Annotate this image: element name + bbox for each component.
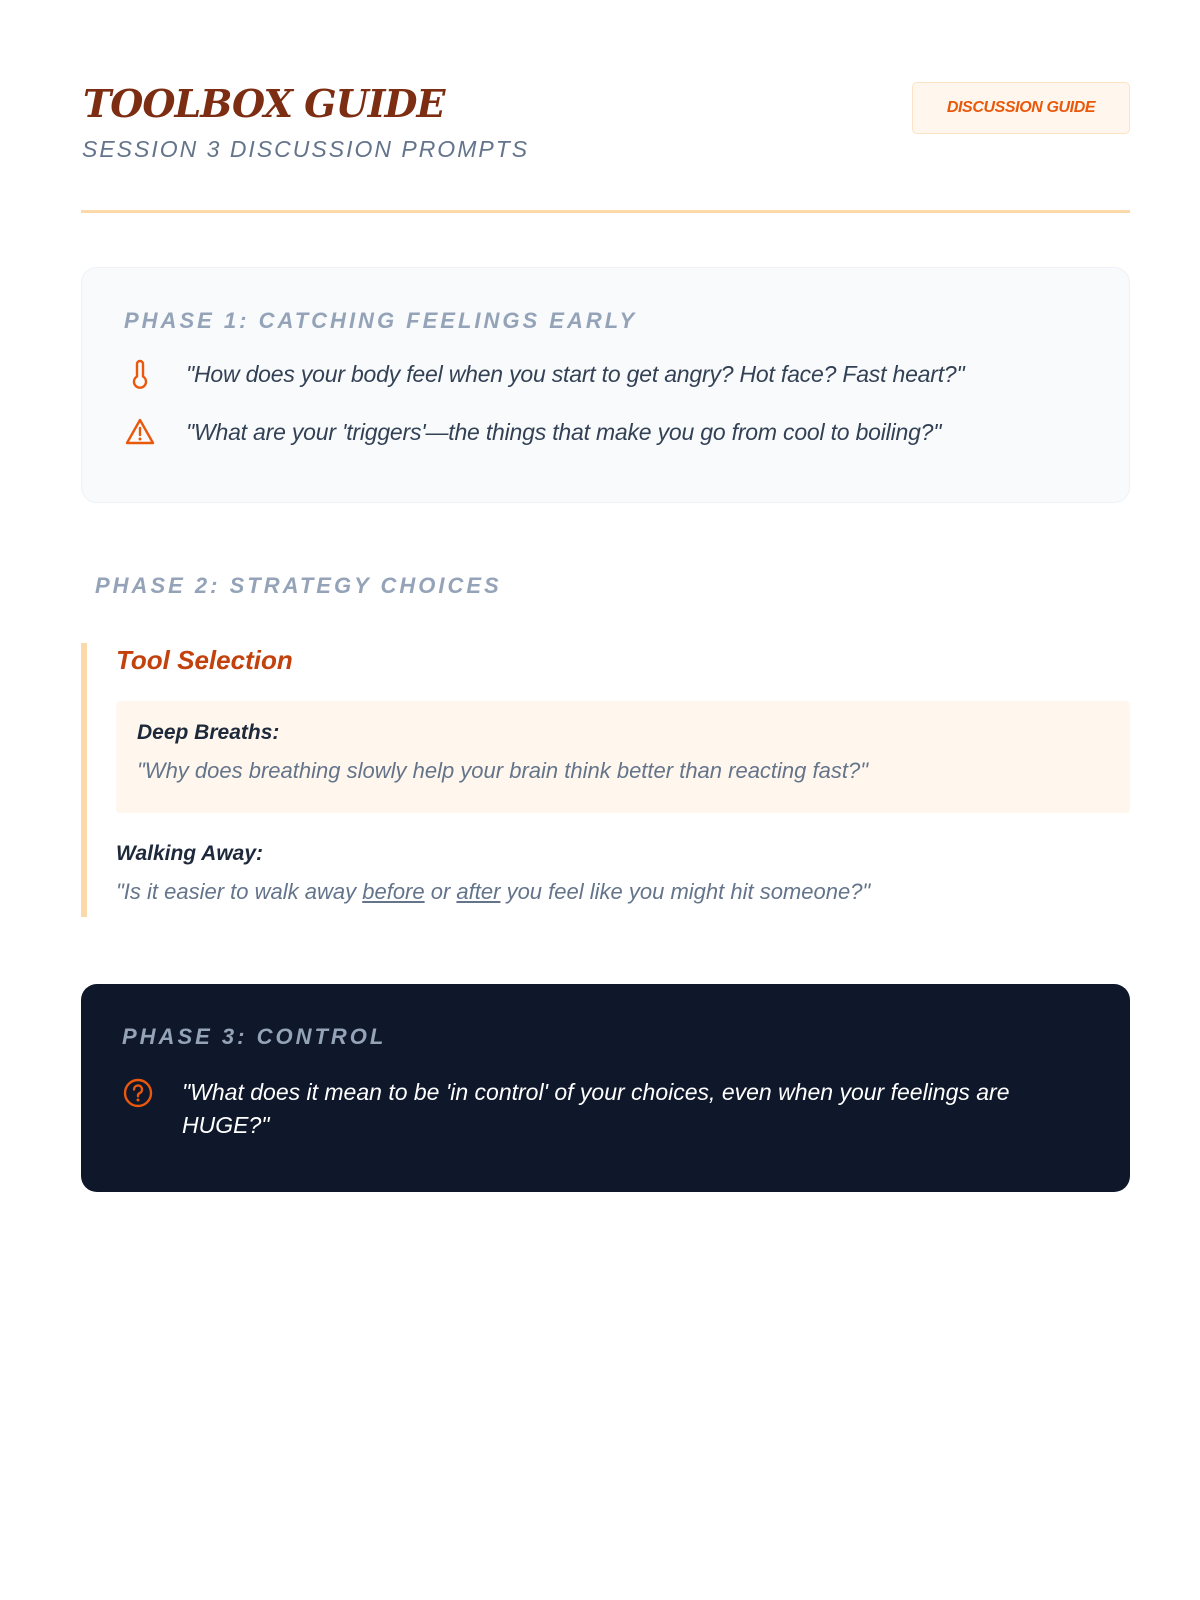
phase-1-label: PHASE 1: CATCHING FEELINGS EARLY (124, 308, 638, 333)
page-title: TOOLBOX GUIDE (83, 81, 445, 126)
phase-3-prompt: "What does it mean to be 'in control' of your choices, even when your feelings are HUGE?" (182, 1079, 1010, 1138)
tool-selection-block (81, 643, 1130, 917)
prompt-item (124, 416, 1087, 448)
page (81, 80, 1130, 1192)
prompt-item (122, 1077, 1090, 1142)
warning-triangle-icon (124, 416, 156, 448)
quote-part: you feel like you might hit someone?" (500, 879, 871, 905)
prompt-text: "How does your body feel when you start to get angry? Hot face? Fast heart?" (186, 360, 965, 387)
quote-part: or (424, 879, 457, 905)
thermometer-icon (124, 358, 156, 390)
phase-1-card (81, 267, 1130, 503)
phase-3-card (81, 984, 1130, 1192)
deep-breaths-card (116, 701, 1130, 813)
tool-selection-heading: Tool Selection (116, 645, 293, 675)
quote-emphasis-before: before (362, 879, 425, 905)
header (81, 80, 1130, 213)
tool-quote: "Why does breathing slowly help your brain think better than reacting fast?" (137, 758, 869, 784)
phase-3-label: PHASE 3: CONTROL (122, 1024, 387, 1049)
walking-away-item (116, 842, 1130, 905)
tool-quote (116, 879, 1130, 905)
quote-emphasis-after: after (456, 879, 501, 905)
prompt-text: "What are your 'triggers'—the things that make you go from cool to boiling?" (186, 418, 942, 445)
tool-name: Walking Away: (116, 842, 264, 866)
phase-2-label: PHASE 2: STRATEGY CHOICES (95, 573, 502, 598)
tool-name: Deep Breaths: (137, 721, 280, 745)
page-subtitle: SESSION 3 DISCUSSION PROMPTS (82, 136, 530, 162)
quote-part: "Is it easier to walk away (116, 879, 363, 905)
prompt-item (124, 358, 1087, 390)
discussion-guide-badge: DISCUSSION GUIDE (912, 82, 1130, 134)
question-circle-icon (122, 1077, 154, 1109)
